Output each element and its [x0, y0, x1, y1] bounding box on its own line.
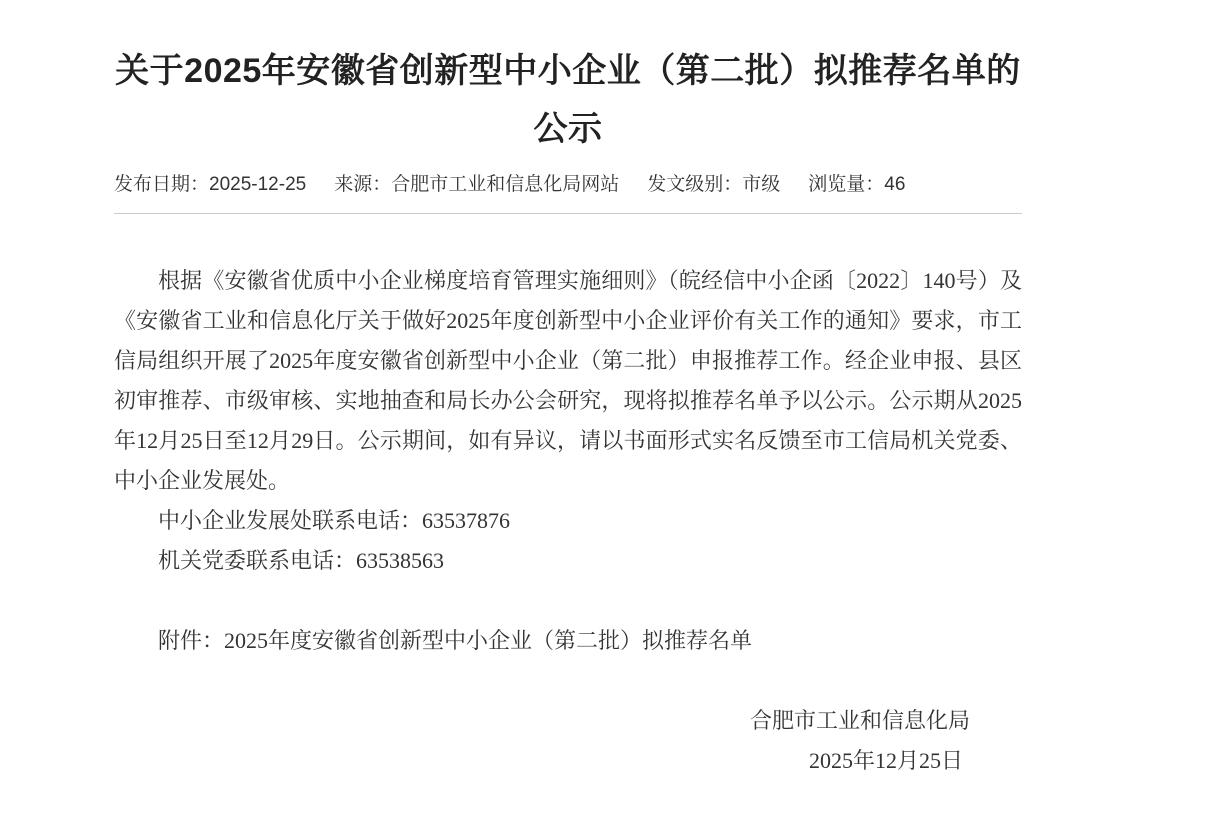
- contact-party-line: 机关党委联系电话：63538563: [158, 548, 445, 573]
- signature-date: 2025年12月25日: [808, 748, 963, 773]
- meta-publish-date: [114, 171, 306, 199]
- meta-publish-date-label: 发布日期：: [114, 174, 210, 195]
- meta-doc-level-value: 市级: [742, 174, 781, 195]
- meta-view-count-label: 浏览量：: [808, 174, 885, 195]
- page-title: 关于2025年安徽省创新型中小企业（第二批）拟推荐名单的公示: [115, 52, 1021, 148]
- meta-source-label: 来源：: [334, 174, 392, 195]
- meta-view-count-value: 46: [884, 174, 906, 195]
- meta-view-count: [808, 171, 905, 199]
- meta-publish-date-value: 2025-12-25: [209, 174, 307, 195]
- main-paragraph: 根据《安徽省优质中小企业梯度培育管理实施细则》（皖经信中小企函〔2022〕140号）及《安徽省工业和信息化厅关于做好2025年度创新型中小企业评价有关工作的通知》要求，市工信局组织开展了2025年度安徽省创新型中小企业（第二批）申报推荐工作。经企业申报、县区初审推荐、市级审核、实地抽查和局长办公会研究，现将拟推荐名单予以公示。公示期从2025年12月25日至12月29日。公示期间，如有异议，请以书面形式实名反馈至市工信局机关党委、中小企业发展处。: [114, 268, 1022, 493]
- signature-agency: 合肥市工业和信息化局: [749, 708, 970, 733]
- contact-sme-line: 中小企业发展处联系电话：63537876: [158, 508, 511, 533]
- meta-source: [334, 171, 619, 199]
- meta-divider: [114, 213, 1022, 214]
- meta-source-value: 合肥市工业和信息化局网站: [391, 174, 620, 195]
- article-meta: [114, 171, 1022, 199]
- meta-doc-level: [647, 171, 780, 199]
- meta-doc-level-label: 发文级别：: [647, 174, 743, 195]
- attachment-link[interactable]: 附件：2025年度安徽省创新型中小企业（第二批）拟推荐名单: [158, 628, 753, 653]
- announcement-page: [114, 0, 1022, 781]
- article-body: [114, 261, 1022, 781]
